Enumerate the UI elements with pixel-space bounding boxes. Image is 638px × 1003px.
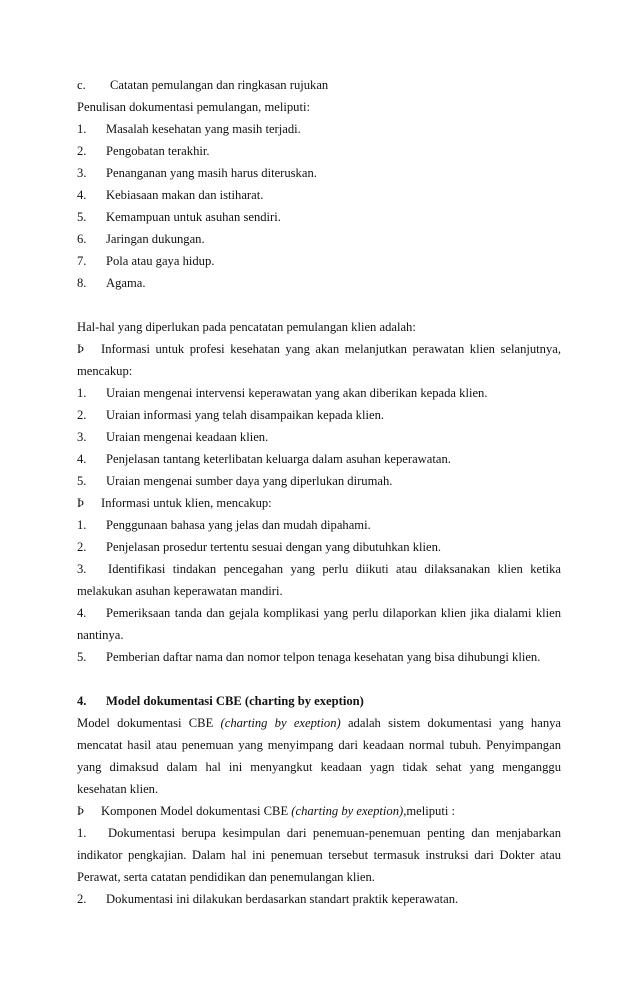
list-item-number: 1.: [77, 122, 87, 136]
list-item: Masalah kesehatan yang masih terjadi.: [106, 122, 301, 136]
list-item: Kemampuan untuk asuhan sendiri.: [106, 210, 281, 224]
bullet-klien-text: Informasi untuk klien, mencakup:: [101, 496, 272, 510]
cbe-paragraph-line1: Model dokumentasi CBE (charting by exeption) adalah sistem dokumentasi yang hanya: [77, 716, 562, 730]
list-item: Dokumentasi berupa kesimpulan dari penemuan-penemuan penting dan menjabarkan: [108, 826, 561, 840]
list-item: Identifikasi tindakan pencegahan yang perlu diikuti atau dilaksanakan klien ketika: [108, 562, 561, 576]
list-item: Uraian mengenai sumber daya yang diperlukan dirumah.: [106, 474, 393, 488]
list-item-number: 1.: [77, 386, 87, 400]
list-item-number: 2.: [77, 540, 87, 554]
list-item: Penjelasan prosedur tertentu sesuai dengan yang dibutuhkan klien.: [106, 540, 442, 554]
section-4-heading: Model dokumentasi CBE (charting by exeption): [106, 694, 364, 708]
list-item-number: 8.: [77, 276, 87, 290]
list-item: Uraian informasi yang telah disampaikan kepada klien.: [106, 408, 385, 422]
section-4-number: 4.: [77, 694, 87, 708]
list-item: Kebiasaan makan dan istiharat.: [106, 188, 264, 202]
list-item: Pengobatan terakhir.: [106, 144, 210, 158]
bullet-komponen-text: Komponen Model dokumentasi CBE (charting by exeption),meliputi :: [101, 804, 455, 818]
intro-pemulangan: Penulisan dokumentasi pemulangan, meliputi:: [77, 100, 310, 114]
list-item: Uraian mengenai keadaan klien.: [106, 430, 269, 444]
list-item: Penggunaan bahasa yang jelas dan mudah dipahami.: [106, 518, 371, 532]
list-item-number: 5.: [77, 650, 87, 664]
list-item: Pemeriksaan tanda dan gejala komplikasi yang perlu dilaporkan klien jika dialami klien: [106, 606, 561, 620]
intro-hal: Hal-hal yang diperlukan pada pencatatan pemulangan klien adalah:: [77, 320, 416, 334]
list-item-number: 2.: [77, 892, 87, 906]
list-item: Penanganan yang masih harus diteruskan.: [106, 166, 317, 180]
list-item: Penjelasan tantang keterlibatan keluarga dalam asuhan keperawatan.: [106, 452, 451, 466]
list-item-number: 3.: [77, 430, 87, 444]
list-item-number: 2.: [77, 408, 87, 422]
list-item: Agama.: [106, 276, 146, 290]
cbe-paragraph-line2: mencatat hasil atau penemuan yang menyimpang dari keadaan normal tubuh. Penyimpangan: [77, 738, 561, 752]
bullet-symbol: Þ: [77, 496, 85, 510]
list-item-continuation: Perawat, serta catatan pendidikan dan penemulangan klien.: [77, 870, 375, 884]
list-item-number: 7.: [77, 254, 87, 268]
list-item: Dokumentasi ini dilakukan berdasarkan standart praktik keperawatan.: [106, 892, 459, 906]
list-item-number: 3.: [77, 166, 87, 180]
section-c-title: Catatan pemulangan dan ringkasan rujukan: [110, 78, 329, 92]
bullet-profesi-line1: Informasi untuk profesi kesehatan yang akan melanjutkan perawatan klien selanjutnya,: [101, 342, 561, 356]
list-item-continuation: melakukan asuhan keperawatan mandiri.: [77, 584, 283, 598]
list-item-number: 6.: [77, 232, 87, 246]
list-item: Uraian mengenai intervensi keperawatan yang akan diberikan kepada klien.: [106, 386, 488, 400]
list-item-number: 2.: [77, 144, 87, 158]
cbe-paragraph-line4: kesehatan klien.: [77, 782, 159, 796]
list-item-number: 1.: [77, 518, 87, 532]
list-item-continuation: nantinya.: [77, 628, 124, 642]
bullet-symbol: Þ: [77, 804, 85, 818]
list-item-number: 4.: [77, 452, 87, 466]
list-item-number: 4.: [77, 188, 87, 202]
section-c-marker: c.: [77, 78, 86, 92]
bullet-profesi-line2: mencakup:: [77, 364, 133, 378]
list-item: Jaringan dukungan.: [106, 232, 205, 246]
list-item-number: 5.: [77, 210, 87, 224]
list-item: Pola atau gaya hidup.: [106, 254, 215, 268]
list-item: Pemberian daftar nama dan nomor telpon tenaga kesehatan yang bisa dihubungi klien.: [106, 650, 541, 664]
list-item-number: 3.: [77, 562, 87, 576]
list-item-continuation: indikator pengkajian. Dalam hal ini penemuan tersebut termasuk instruksi dari Dokter atau: [77, 848, 561, 862]
list-item-number: 1.: [77, 826, 87, 840]
list-item-number: 4.: [77, 606, 87, 620]
list-item-number: 5.: [77, 474, 87, 488]
cbe-paragraph-line3: yang dimaksud dalam hal ini menyangkut keadaan yagn tidak sehat yang menganggu: [77, 760, 561, 774]
bullet-symbol: Þ: [77, 342, 85, 356]
